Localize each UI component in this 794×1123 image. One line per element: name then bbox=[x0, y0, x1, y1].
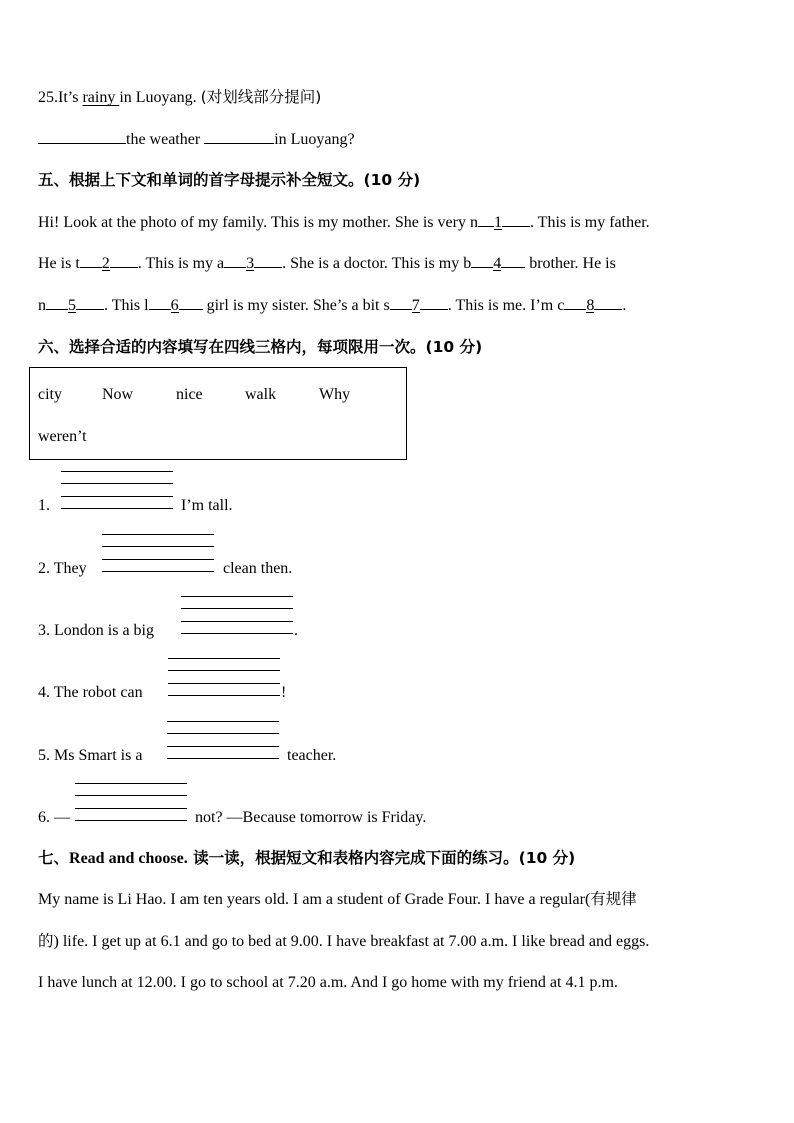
blank-1-left[interactable] bbox=[478, 212, 494, 227]
blank-7[interactable]: 7 bbox=[411, 297, 420, 314]
section-score: (10 分) bbox=[363, 171, 421, 189]
section-6-title bbox=[38, 337, 482, 358]
section-5-title bbox=[38, 170, 420, 191]
passage-text: . bbox=[622, 297, 627, 314]
blank-3-left[interactable] bbox=[224, 253, 246, 268]
question-text: in Luoyang. bbox=[119, 89, 201, 106]
word-bank-item: walk bbox=[245, 386, 277, 403]
blank-5-right[interactable] bbox=[76, 295, 104, 310]
section-score: (10 分) bbox=[425, 338, 483, 356]
blank-3-right[interactable] bbox=[254, 253, 282, 268]
blank-4[interactable]: 4 bbox=[493, 255, 502, 272]
answer-blank[interactable] bbox=[204, 129, 274, 144]
reading-text: I have lunch at 12.00. I go to school at 7.20 a.m. And I go home with my friend at 4.1 p.m. bbox=[38, 974, 618, 991]
four-line-blank-1[interactable] bbox=[61, 471, 173, 509]
word-bank-item: Now bbox=[102, 386, 134, 403]
question-25 bbox=[38, 87, 321, 108]
section-title-cn: 读一读，根据短文和表格内容完成下面的练习。 bbox=[187, 849, 519, 867]
blank-4-left[interactable] bbox=[471, 253, 493, 268]
question-number: 25. bbox=[38, 89, 58, 106]
instruction-note: (对划线部分提问) bbox=[200, 88, 322, 106]
q1-suffix: I’m tall. bbox=[181, 497, 233, 514]
passage-text: n bbox=[38, 297, 46, 314]
blank-6-left[interactable] bbox=[149, 295, 171, 310]
section-title-en: Read and choose. bbox=[69, 850, 188, 867]
passage-text: . This is me. I’m c bbox=[447, 297, 565, 314]
q3-prefix: 3. London is a big bbox=[38, 622, 154, 639]
blank-3[interactable]: 3 bbox=[246, 255, 255, 272]
word-bank-item: Why bbox=[319, 386, 351, 403]
reading-line-1 bbox=[38, 889, 637, 910]
reading-text-cn: 的 bbox=[38, 932, 54, 950]
blank-1[interactable]: 1 bbox=[493, 214, 502, 231]
blank-8-left[interactable] bbox=[564, 295, 586, 310]
blank-8[interactable]: 8 bbox=[586, 297, 595, 314]
passage-text: He is t bbox=[38, 255, 80, 272]
blank-2-right[interactable] bbox=[110, 253, 138, 268]
q1-prefix: 1. bbox=[38, 497, 50, 514]
question-25-answer bbox=[38, 129, 355, 150]
section-score: (10 分) bbox=[518, 849, 576, 867]
word-bank-item: city bbox=[38, 386, 62, 403]
section-title-text: 六、选择合适的内容填写在四线三格内，每项限用一次。 bbox=[38, 338, 426, 356]
four-line-blank-5[interactable] bbox=[167, 721, 279, 759]
passage-text: . This is my father. bbox=[529, 214, 650, 231]
word-bank-box bbox=[29, 367, 407, 460]
reading-line-3 bbox=[38, 973, 618, 993]
passage-text: . This l bbox=[104, 297, 149, 314]
q5-prefix: 5. Ms Smart is a bbox=[38, 747, 143, 764]
four-line-blank-3[interactable] bbox=[181, 596, 293, 634]
q4-prefix: 4. The robot can bbox=[38, 684, 143, 701]
blank-4-right[interactable] bbox=[501, 253, 525, 268]
blank-7-left[interactable] bbox=[390, 295, 412, 310]
section-7-title bbox=[38, 848, 575, 869]
four-line-blank-6[interactable] bbox=[75, 783, 187, 821]
blank-7-right[interactable] bbox=[420, 295, 448, 310]
answer-text: in Luoyang? bbox=[274, 131, 355, 148]
question-text: It’s bbox=[58, 89, 83, 106]
q5-suffix: teacher. bbox=[287, 747, 337, 764]
blank-6-right[interactable] bbox=[179, 295, 203, 310]
blank-1-right[interactable] bbox=[502, 212, 530, 227]
q2-prefix: 2. They bbox=[38, 560, 87, 577]
section-number: 七、 bbox=[38, 849, 70, 867]
passage-line-1 bbox=[38, 212, 650, 233]
q3-suffix: . bbox=[294, 622, 298, 639]
underlined-word: rainy bbox=[82, 89, 120, 106]
passage-line-3 bbox=[38, 295, 626, 316]
passage-text: . She is a doctor. This is my b bbox=[282, 255, 472, 272]
passage-text: . This is my a bbox=[137, 255, 225, 272]
four-line-blank-4[interactable] bbox=[168, 658, 280, 696]
section-title-text: 五、根据上下文和单词的首字母提示补全短文。 bbox=[38, 171, 364, 189]
blank-6[interactable]: 6 bbox=[170, 297, 179, 314]
reading-text: ) life. I get up at 6.1 and go to bed at 9.00. I have breakfast at 7.00 a.m. I like bread and eggs. bbox=[53, 933, 650, 950]
q4-suffix: ! bbox=[281, 684, 287, 701]
passage-text: girl is my sister. She’s a bit s bbox=[202, 297, 390, 314]
blank-5[interactable]: 5 bbox=[68, 297, 76, 314]
passage-line-2 bbox=[38, 253, 616, 274]
answer-text: the weather bbox=[126, 131, 205, 148]
passage-text: brother. He is bbox=[525, 255, 616, 272]
blank-2[interactable]: 2 bbox=[101, 255, 110, 272]
reading-line-2 bbox=[38, 931, 649, 952]
four-line-blank-2[interactable] bbox=[102, 534, 214, 572]
blank-5-left[interactable] bbox=[46, 295, 68, 310]
blank-8-right[interactable] bbox=[594, 295, 622, 310]
reading-text: My name is Li Hao. I am ten years old. I am a student of Grade Four. I have a regular( bbox=[38, 891, 591, 908]
reading-text-cn: 有规律 bbox=[590, 890, 637, 908]
word-bank-item: nice bbox=[176, 386, 203, 403]
answer-blank[interactable] bbox=[38, 129, 126, 144]
passage-text: Hi! Look at the photo of my family. This is my mother. She is very n bbox=[38, 214, 478, 231]
q6-suffix: not? —Because tomorrow is Friday. bbox=[195, 809, 427, 826]
q2-suffix: clean then. bbox=[223, 560, 293, 577]
word-bank-item: weren’t bbox=[38, 428, 87, 445]
q6-prefix: 6. — bbox=[38, 809, 70, 826]
blank-2-left[interactable] bbox=[80, 253, 102, 268]
